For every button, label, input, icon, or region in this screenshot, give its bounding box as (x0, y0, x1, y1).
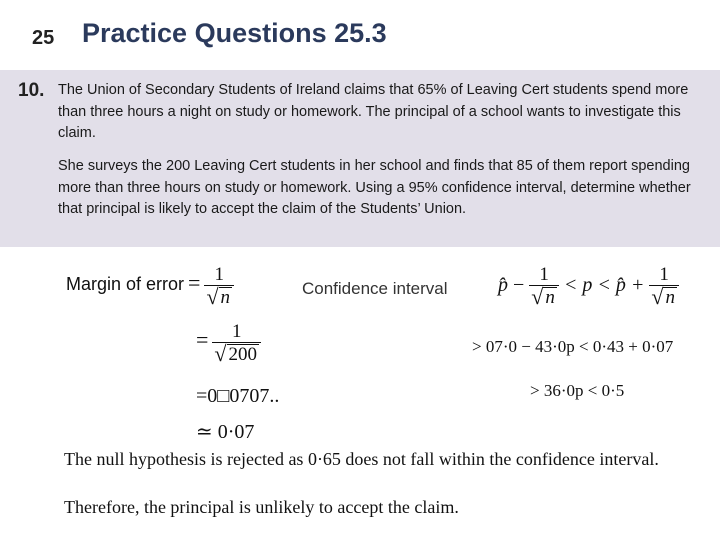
chapter-number: 25 (32, 27, 55, 49)
conclusion-1: The null hypothesis is rejected as 0·65 does not fall within the confidence interval. (64, 449, 659, 469)
fraction-one-over-root-n: 1 √ n (204, 265, 234, 308)
page-title: Practice Questions 25.3 (82, 18, 387, 48)
ci-result-line-1: > 07·0 − 43·0p < 0·43 + 0·07 (472, 337, 674, 356)
question-paragraph-2: She surveys the 200 Leaving Cert students in her school and finds that 85 of them report spending more than three hours on study or homework. Using a 95% confidence interval, determine whether that principal is likely to accept the claim of the Students’ Union. (58, 158, 691, 217)
ci-label-wrap (302, 279, 448, 299)
approximation-line-1: =0□0707.. (196, 385, 280, 407)
margin-label: Margin of error (66, 274, 185, 295)
fraction-one-over-root-200-line: = 1 √ 200 (196, 322, 261, 365)
conclusion-2: Therefore, the principal is unlikely to accept the claim. (64, 497, 459, 517)
ci-formula: p̂ − 1 √ n < p < p̂ + 1 √ n (498, 265, 679, 308)
question-paragraph-1: The Union of Secondary Students of Ireland claims that 65% of Leaving Cert students spend more than three hours a night on study or homework. The principal of a school wants to investigate this claim. (58, 82, 689, 141)
ci-label: Confidence interval (302, 279, 448, 298)
margin-of-error-line: Margin of error = 1 √ n (66, 265, 234, 308)
approximation-line-2: ≃ 0·07 (196, 421, 255, 443)
ci-result-line-2: > 36·0p < 0·5 (530, 381, 625, 400)
question-number: 10. (18, 80, 45, 101)
